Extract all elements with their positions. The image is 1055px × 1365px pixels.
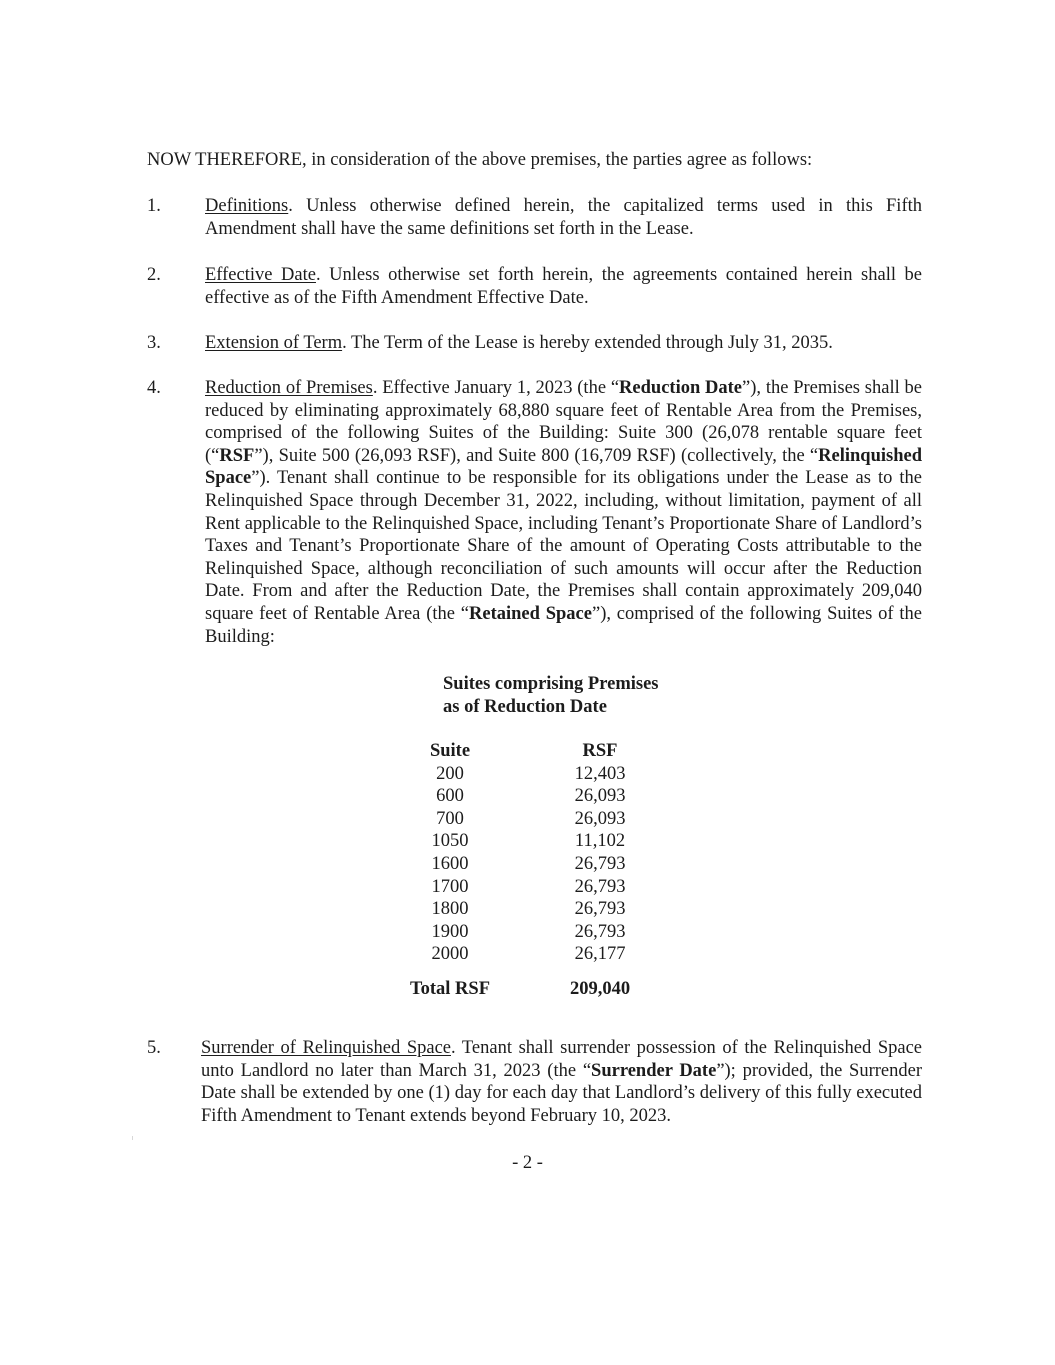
intro-paragraph: NOW THEREFORE, in consideration of the above premises, the parties agree as follows: [147, 150, 813, 170]
total-value: 209,040 [569, 978, 631, 999]
suite-table-title-line1: Suites comprising Premises [443, 674, 659, 694]
section-heading: Extension of Term [205, 333, 343, 353]
rsf-cell: 26,177 [574, 944, 626, 965]
section-text: . Tenant shall surrender possession of the Relinquished Space unto Landlord no later than March 31, 2023 (the “ [201, 1038, 922, 1081]
section-text: . Unless otherwise set forth herein, the agreements contained herein shall be effective as of the Fifth Amendment Effective Date. [205, 265, 923, 308]
defined-term-surrender-date: Surrender Date [591, 1060, 717, 1081]
page-number: - 2 - [512, 1153, 543, 1173]
section-number: 3. [147, 333, 161, 353]
table-row [395, 921, 695, 944]
suite-cell: 700 [436, 808, 464, 829]
suite-cell: 1800 [431, 899, 469, 920]
table-row [395, 943, 695, 966]
table-row [395, 785, 695, 808]
suite-cell: 1900 [431, 921, 469, 942]
section-text: ”), the Premises shall be reduced by eliminating approximately 68,880 square feet of Rentable Area from the Premises, comprised of the following Suites of the Building: Suite 300 (26,078 rentable square feet (“ [205, 378, 922, 466]
section-body [205, 377, 922, 648]
table-spacer-row [395, 966, 695, 978]
section-heading: Reduction of Premises [205, 378, 373, 398]
table-row [395, 808, 695, 831]
total-label: Total RSF [409, 978, 491, 999]
section-number: 2. [147, 265, 161, 285]
section-number: 1. [147, 196, 161, 216]
rsf-cell: 11,102 [574, 831, 626, 852]
table-total-row [395, 978, 695, 1001]
suite-cell: 600 [436, 786, 464, 807]
section-body [201, 1037, 922, 1127]
defined-term-relinquished-space: Relinquished Space [205, 445, 922, 489]
section-heading: Definitions [205, 196, 289, 216]
suite-cell: 200 [436, 763, 464, 784]
section-body [205, 332, 922, 355]
rsf-cell: 26,093 [574, 808, 626, 829]
defined-term-retained-space: Retained Space [469, 603, 592, 624]
table-header-row [395, 740, 695, 763]
section-definitions [147, 195, 922, 240]
section-number: 4. [147, 378, 161, 398]
section-number: 5. [147, 1038, 161, 1058]
section-text: . The Term of the Lease is hereby extended through July 31, 2035. [342, 333, 833, 353]
section-extension-of-term [147, 332, 922, 355]
suite-cell: 2000 [431, 944, 469, 965]
table-row [395, 763, 695, 786]
section-surrender [147, 1037, 922, 1127]
section-text: ”); provided, the Surrender Date shall be extended by one (1) day for each day that Landlord’s delivery of this fully executed Fifth Amendment to Tenant extends beyond February 10, 2023. [201, 1060, 922, 1126]
suite-table-title-line2: as of Reduction Date [443, 696, 607, 717]
rsf-cell: 26,793 [574, 853, 626, 874]
table-row [395, 853, 695, 876]
rsf-cell: 26,793 [574, 921, 626, 942]
rsf-cell: 26,793 [574, 876, 626, 897]
table-row [395, 898, 695, 921]
section-text: ”). Tenant shall continue to be responsible for its obligations under the Lease as to the Relinquished Space through December 31, 2022, including, without limitation, payment of all Rent applicable to the Relinquished Space, including Tenant’s Proportionate Share of Landlord’s Taxes and Tenant’s Proportionate Share of the amount of Operating Costs attributable to the Relinquished Space, although reconciliation of such amounts will occur after the Reduction Date. From and after the Reduction Date, the Premises shall contain approximately 209,040 square feet of Rentable Area (the “ [205, 468, 922, 624]
section-text: . Unless otherwise defined herein, the capitalized terms used in this Fifth Amendment shall have the same definitions set forth in the Lease. [205, 196, 922, 239]
section-body [205, 195, 922, 240]
defined-term-rsf: RSF [219, 445, 255, 466]
suite-table [395, 740, 695, 1001]
defined-term-reduction-date: Reduction Date [619, 378, 743, 398]
section-text: ”), comprised of the following Suites of the Building: [205, 603, 922, 647]
section-text: ”), Suite 500 (26,093 RSF), and Suite 800 (16,709 RSF) (collectively, the “ [254, 445, 819, 466]
section-body [205, 264, 922, 309]
rsf-cell: 12,403 [574, 763, 626, 784]
section-reduction-of-premises [147, 377, 922, 648]
column-header-rsf: RSF [582, 741, 618, 761]
suite-table-title [443, 673, 658, 718]
column-header-suite: Suite [429, 741, 471, 761]
section-effective-date [147, 264, 922, 309]
suite-cell: 1600 [431, 853, 469, 874]
section-heading: Surrender of Relinquished Space [201, 1038, 451, 1058]
suite-cell: 1700 [431, 876, 469, 897]
rsf-cell: 26,093 [574, 786, 626, 807]
section-text: . Effective January 1, 2023 (the “ [372, 378, 620, 398]
scan-margin-mark [132, 1136, 133, 1140]
table-row [395, 876, 695, 899]
suite-cell: 1050 [431, 831, 469, 852]
rsf-cell: 26,793 [574, 899, 626, 920]
table-row [395, 830, 695, 853]
section-heading: Effective Date [205, 265, 316, 285]
